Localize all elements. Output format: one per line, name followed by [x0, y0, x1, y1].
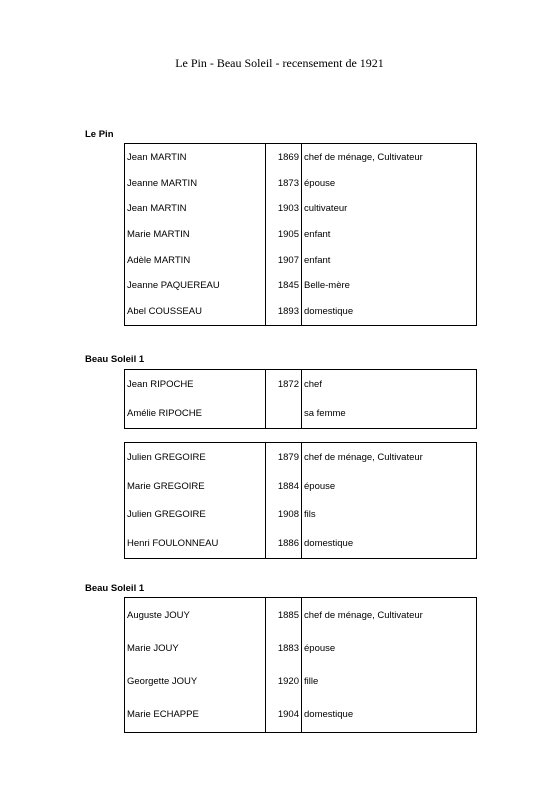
- household-role: enfant: [304, 228, 331, 240]
- table-row: [125, 196, 477, 222]
- table-row: [125, 370, 477, 400]
- table-row: [125, 529, 477, 559]
- table-row: [125, 698, 477, 731]
- birth-year: 1908: [266, 500, 302, 528]
- person-name: [125, 731, 266, 733]
- table-row: [125, 299, 477, 326]
- census-table-le-pin: [124, 143, 477, 326]
- table-row: [125, 665, 477, 698]
- table-row: [125, 632, 477, 665]
- section-heading-beau-soleil-2: Beau Soleil 1: [85, 583, 145, 594]
- household-role: Belle-mère: [304, 280, 350, 292]
- household-role: cultivateur: [304, 203, 348, 215]
- person-name: Auguste JOUY: [127, 609, 190, 621]
- birth-year: 1884: [266, 472, 302, 500]
- census-table-ripoche: [124, 369, 477, 429]
- table-row: [125, 399, 477, 429]
- person-name: Jean MARTIN: [127, 203, 187, 215]
- table-row: [125, 144, 477, 171]
- birth-year: 1879: [266, 443, 302, 473]
- birth-year: 1885: [266, 598, 302, 633]
- household-role: chef de ménage, Cultivateur: [304, 452, 423, 464]
- person-name: Jean MARTIN: [127, 151, 187, 163]
- birth-year: 1903: [266, 196, 302, 222]
- table-row: [125, 598, 477, 633]
- census-table-gregoire: [124, 442, 477, 559]
- birth-year: 1845: [266, 273, 302, 299]
- birth-year: 1907: [266, 247, 302, 273]
- birth-year: [266, 731, 302, 733]
- birth-year: 1905: [266, 222, 302, 248]
- birth-year: [266, 399, 302, 429]
- person-name: Marie JOUY: [127, 643, 179, 654]
- table-row: [125, 472, 477, 500]
- person-name: Georgette JOUY: [127, 676, 198, 687]
- household-role: épouse: [304, 480, 336, 492]
- household-role: chef de ménage, Cultivateur: [304, 151, 423, 163]
- page-title: Le Pin - Beau Soleil - recensement de 1921: [175, 56, 384, 70]
- household-role: épouse: [304, 643, 336, 654]
- person-name: Abel COUSSEAU: [127, 306, 202, 318]
- household-role: fille: [304, 676, 319, 687]
- table-row: [125, 247, 477, 273]
- household-role: [302, 731, 477, 733]
- person-name: Julien GREGOIRE: [127, 509, 206, 521]
- table-row: [125, 273, 477, 299]
- section-heading-le-pin: Le Pin: [85, 129, 114, 140]
- person-name: Julien GREGOIRE: [127, 452, 206, 464]
- person-name: Henri FOULONNEAU: [127, 537, 219, 549]
- person-name: Marie ECHAPPE: [127, 709, 199, 720]
- household-role: chef: [304, 379, 322, 390]
- person-name: Jeanne PAQUEREAU: [127, 280, 220, 292]
- person-name: Jean RIPOCHE: [127, 379, 194, 390]
- household-role: fils: [304, 509, 316, 521]
- birth-year: 1869: [266, 144, 302, 171]
- birth-year: 1872: [266, 370, 302, 400]
- household-role: chef de ménage, Cultivateur: [304, 609, 423, 621]
- household-role: domestique: [304, 537, 354, 549]
- household-role: domestique: [304, 709, 354, 720]
- birth-year: 1893: [266, 299, 302, 326]
- household-role: épouse: [304, 177, 336, 189]
- household-role: domestique: [304, 306, 354, 318]
- household-role: sa femme: [304, 408, 346, 419]
- census-table-jouy: [124, 597, 477, 733]
- table-row: [125, 170, 477, 196]
- table-row: [125, 222, 477, 248]
- section-heading-beau-soleil: Beau Soleil 1: [85, 354, 145, 365]
- person-name: Adèle MARTIN: [127, 254, 191, 266]
- person-name: Marie MARTIN: [127, 228, 190, 240]
- table-row: [125, 443, 477, 473]
- household-role: enfant: [304, 254, 331, 266]
- table-row: [125, 500, 477, 528]
- person-name: Jeanne MARTIN: [127, 177, 198, 189]
- birth-year: 1920: [266, 665, 302, 698]
- person-name: Amélie RIPOCHE: [127, 408, 202, 419]
- birth-year: 1904: [266, 698, 302, 731]
- birth-year: 1886: [266, 529, 302, 559]
- birth-year: 1873: [266, 170, 302, 196]
- table-row: [125, 731, 477, 733]
- person-name: Marie GREGOIRE: [127, 480, 205, 492]
- birth-year: 1883: [266, 632, 302, 665]
